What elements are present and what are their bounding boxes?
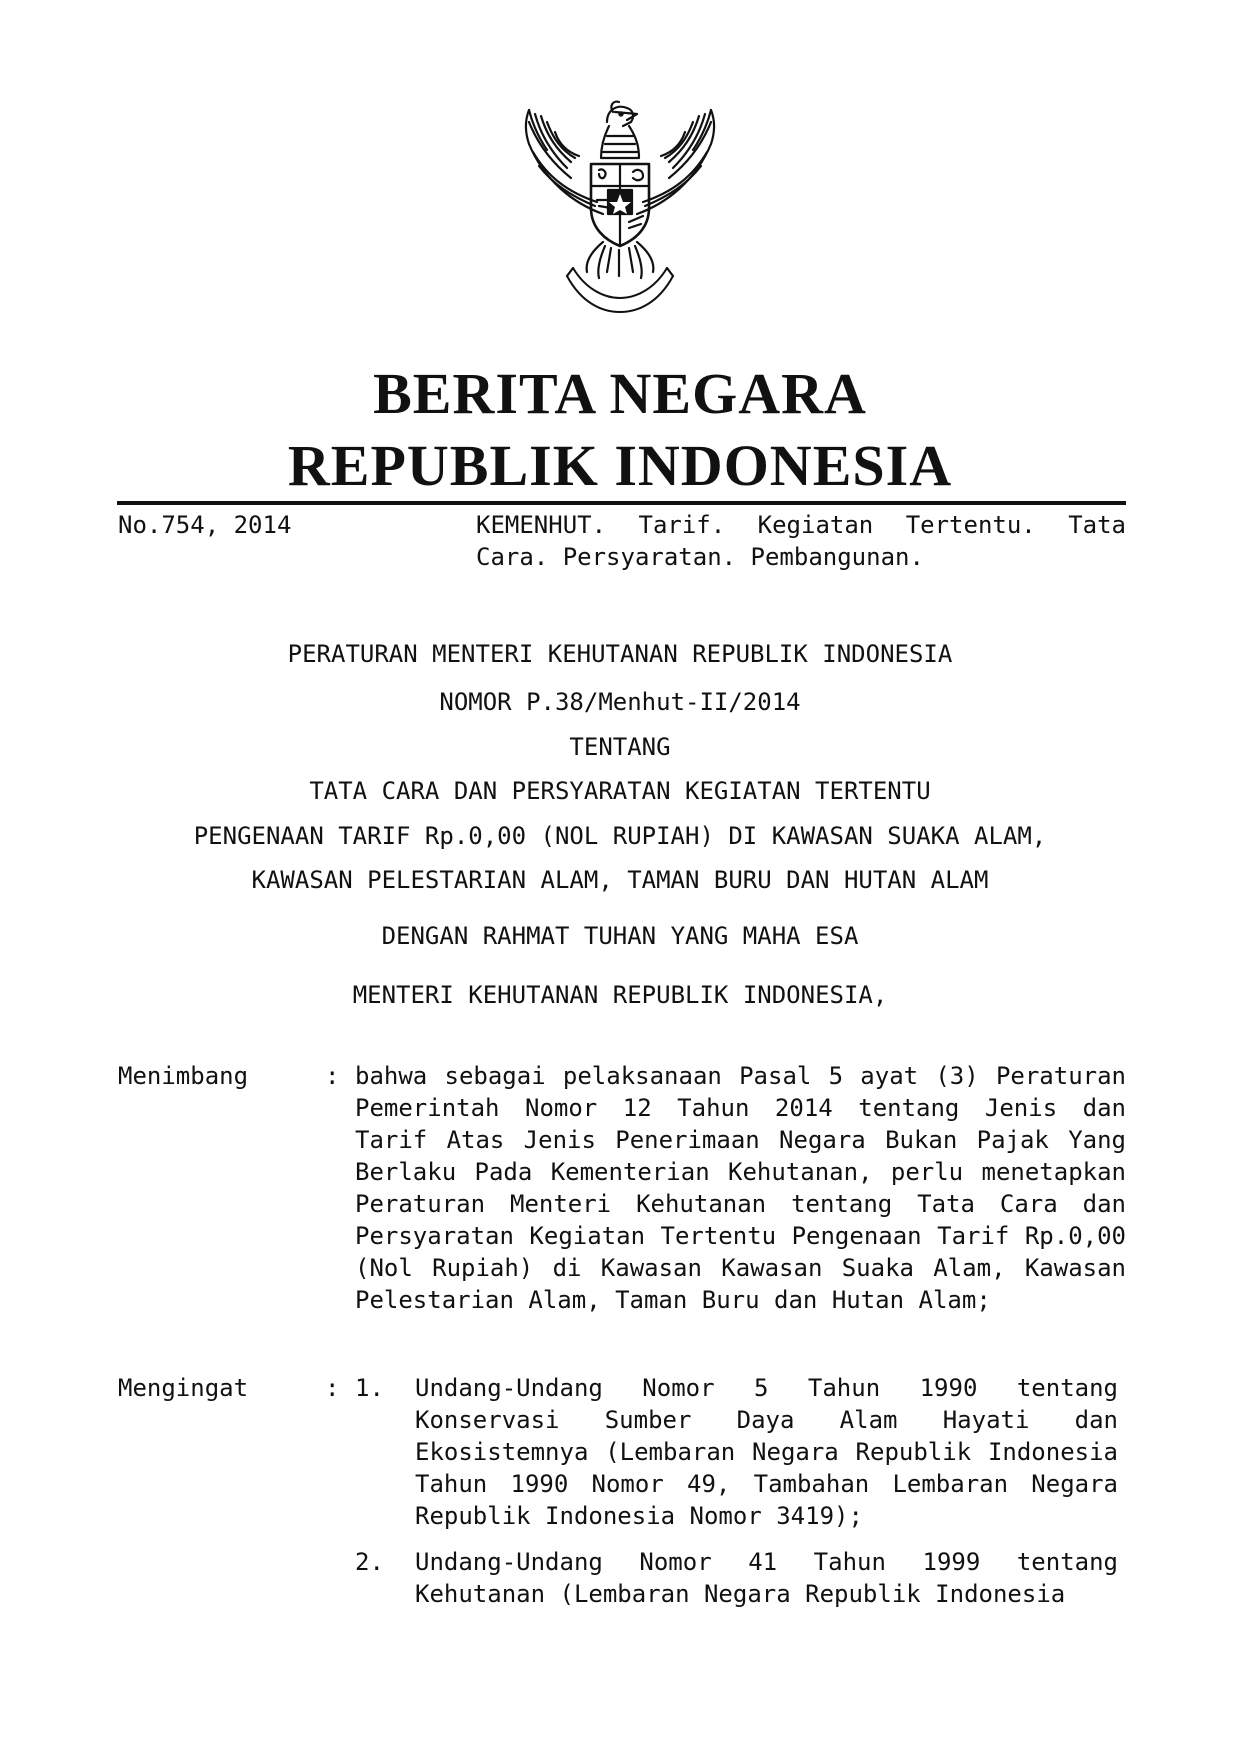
mengingat-item-text: Undang-Undang Nomor 41 Tahun 1999 tentang Kehutanan (Lembaran Negara Republik Indonesia [415, 1548, 1118, 1608]
mengingat-item-number: 1. [355, 1374, 384, 1402]
garuda-emblem-icon [515, 92, 725, 327]
regulation-title: PERATURAN MENTERI KEHUTANAN REPUBLIK INDONESIA [287, 640, 953, 668]
menimbang-label: Menimbang [118, 1062, 249, 1090]
regulation-tentang: TENTANG [569, 733, 671, 761]
mengingat-label: Mengingat [118, 1374, 249, 1402]
menimbang-text: bahwa sebagai pelaksanaan Pasal 5 ayat (3) Peraturan Pemerintah Nomor 12 Tahun 2014 tentang Jenis dan Tarif Atas Jenis Penerimaan Negara Bukan Pajak Yang Berlaku Pada Kementerian Kehutanan, perlu menetapkan Peraturan Menteri Kehutanan tentang Tata Cara dan Persyaratan Kegiatan Tertentu Pengenaan Tarif Rp.0,00 (Nol Rupiah) di Kawasan Kawasan Suaka Alam, Kawasan Pelestarian Alam, Taman Buru dan Hutan Alam; [355, 1062, 1126, 1314]
regulation-subject-line3: KAWASAN PELESTARIAN ALAM, TAMAN BURU DAN HUTAN ALAM [251, 866, 989, 894]
regulation-subject-line1: TATA CARA DAN PERSYARATAN KEGIATAN TERTENTU [309, 777, 931, 805]
regulation-number: NOMOR P.38/Menhut-II/2014 [439, 688, 801, 716]
issuing-authority: MENTERI KEHUTANAN REPUBLIK INDONESIA, [352, 981, 888, 1009]
issue-subject: KEMENHUT. Tarif. Kegiatan Tertentu. Tata Cara. Persyaratan. Pembangunan. [476, 511, 1126, 571]
masthead-divider [117, 501, 1126, 505]
invocation: DENGAN RAHMAT TUHAN YANG MAHA ESA [381, 922, 859, 950]
menimbang-colon: : [325, 1062, 340, 1090]
issue-number: No.754, 2014 [118, 511, 292, 539]
regulation-subject-line2: PENGENAAN TARIF Rp.0,00 (NOL RUPIAH) DI KAWASAN SUAKA ALAM, [193, 822, 1047, 850]
mengingat-item-text: Undang-Undang Nomor 5 Tahun 1990 tentang Konservasi Sumber Daya Alam Hayati dan Ekosistemnya (Lembaran Negara Republik Indonesia Tahun 1990 Nomor 49, Tambahan Lembaran Negara Republik Indonesia Nomor 3419); [415, 1374, 1118, 1530]
masthead-title-line1: BERITA NEGARA [373, 361, 867, 426]
mengingat-colon: : [325, 1374, 340, 1402]
mengingat-item-number: 2. [355, 1548, 384, 1576]
masthead-title-line2: REPUBLIK INDONESIA [287, 433, 953, 498]
